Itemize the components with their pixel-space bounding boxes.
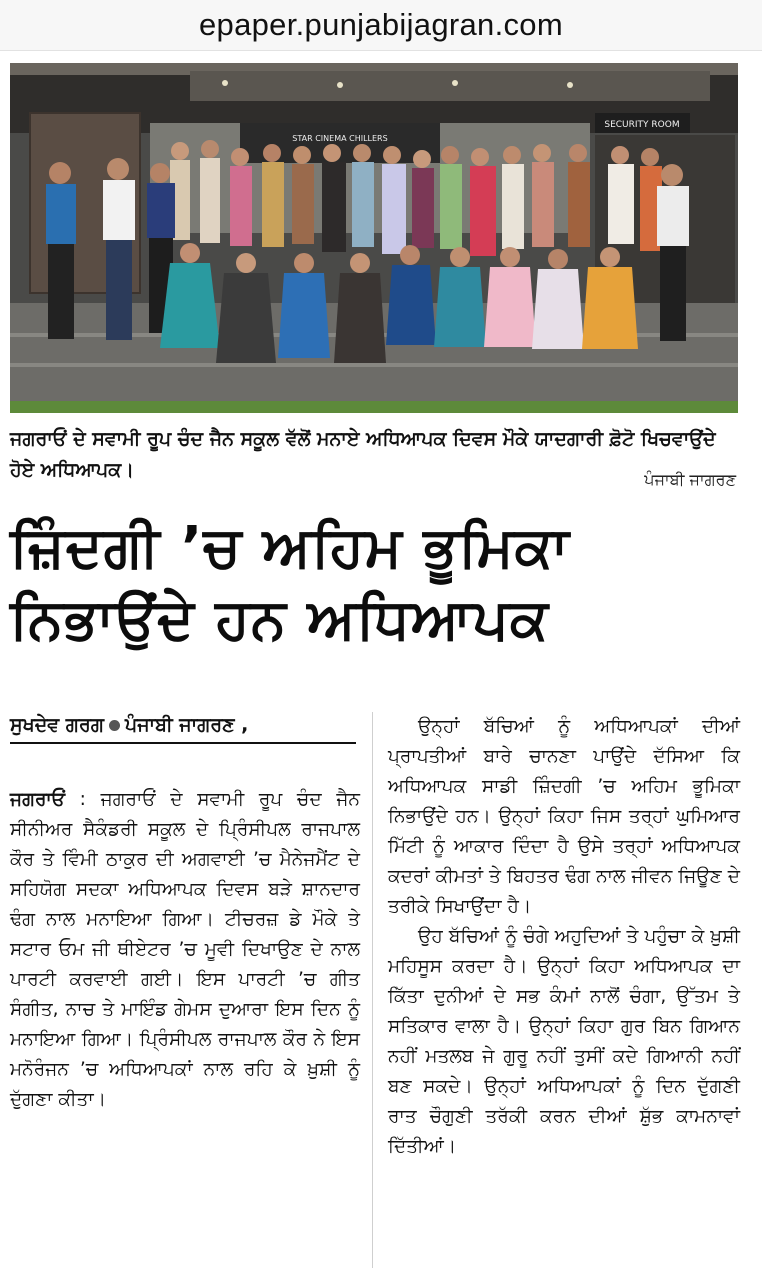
photo-caption	[10, 424, 738, 486]
browser-address-bar[interactable]	[0, 0, 762, 51]
group-photo-illustration	[10, 63, 738, 413]
column-divider	[372, 712, 373, 1268]
article-dateline: ਜਗਰਾਓਂ	[10, 789, 65, 810]
cinema-sign: STAR CINEMA CHILLERS	[292, 134, 388, 143]
security-room-sign: SECURITY ROOM	[604, 120, 680, 130]
byline	[10, 714, 356, 744]
headline-line-1: ਜ਼ਿੰਦਗੀ ’ਚ ਅਹਿਮ ਭੂਮਿਕਾ	[10, 515, 570, 580]
group-photo	[10, 63, 738, 413]
article-paragraph-1: : ਜਗਰਾਓਂ ਦੇ ਸਵਾਮੀ ਰੂਪ ਚੰਦ ਜੈਨ ਸੀਨੀਅਰ ਸੈਕੰਡਰੀ ਸਕੂਲ ਦੇ ਪ੍ਰਿੰਸੀਪਲ ਰਾਜਪਾਲ ਕੌਰ ਤੇ ਵਿੰਮੀ ਠਾਕੁਰ ਦੀ ਅਗਵਾਈ ’ਚ ਮੈਨੇਜਮੈਂਟ ਦੇ ਸਹਿਯੋਗ ਸਦਕਾ ਅਧਿਆਪਕ ਦਿਵਸ ਬੜੇ ਸ਼ਾਨਦਾਰ ਢੰਗ ਨਾਲ ਮਨਾਇਆ ਗਿਆ। ਟੀਚਰਜ਼ ਡੇ ਮੌਕੇ ਤੇ ਸਟਾਰ ਓਮ ਜੀ ਥੀਏਟਰ ’ਚ ਮੂਵੀ ਦਿਖਾਉਣ ਦੇ ਨਾਲ ਪਾਰਟੀ ਕਰਵਾਈ ਗਈ। ਇਸ ਪਾਰਟੀ ’ਚ ਗੀਤ ਸੰਗੀਤ, ਨਾਚ ਤੇ ਮਾਇੰਡ ਗੇਮਸ ਦੁਆਰਾ ਇਸ ਦਿਨ ਨੂੰ ਮਨਾਇਆ ਗਿਆ। ਪ੍ਰਿੰਸੀਪਲ ਰਾਜਪਾਲ ਕੌਰ ਨੇ ਇਸ ਮਨੋਰੰਜਨ ’ਚ ਅਧਿਆਪਕਾਂ ਨਾਲ ਰਹਿ ਕੇ ਖ਼ੁਸ਼ੀ ਨੂੰ ਦੁੱਗਣਾ ਕੀਤਾ।	[10, 789, 360, 1110]
headline-line-2: ਨਿਭਾਉਂਦੇ ਹਨ ਅਧਿਆਪਕ	[10, 587, 550, 652]
article-headline	[10, 512, 750, 656]
article-column-1	[10, 785, 360, 1115]
byline-author: ਸੁਖਦੇਵ ਗਰਗ	[10, 714, 105, 736]
article-paragraph-2: ਉਨ੍ਹਾਂ ਬੱਚਿਆਂ ਨੂੰ ਅਧਿਆਪਕਾਂ ਦੀਆਂ ਪ੍ਰਾਪਤੀਆਂ ਬਾਰੇ ਚਾਨਣਾ ਪਾਉਂਦੇ ਦੱਸਿਆ ਕਿ ਅਧਿਆਪਕ ਸਾਡੀ ਜ਼ਿੰਦਗੀ ’ਚ ਅਹਿਮ ਭੂਮਿਕਾ ਨਿਭਾਉਂਦੇ ਹਨ। ਉਨ੍ਹਾਂ ਕਿਹਾ ਜਿਸ ਤਰ੍ਹਾਂ ਘੁਮਿਆਰ ਮਿੱਟੀ ਨੂੰ ਆਕਾਰ ਦਿੰਦਾ ਹੈ ਉਸੇ ਤਰ੍ਹਾਂ ਅਧਿਆਪਕ ਕਦਰਾਂ ਕੀਮਤਾਂ ਤੇ ਬਿਹਤਰ ਢੰਗ ਨਾਲ ਜੀਵਨ ਜਿਊਣ ਦੇ ਤਰੀਕੇ ਸਿਖਾਉਂਦਾ ਹੈ।	[388, 716, 740, 917]
url-text[interactable]: epaper.punjabijagran.com	[199, 7, 563, 42]
article-column-2	[388, 712, 740, 1162]
byline-separator-dot	[109, 720, 120, 731]
byline-paper: ਪੰਜਾਬੀ ਜਾਗਰਣ ,	[125, 714, 249, 736]
article-paragraph-3: ਉਹ ਬੱਚਿਆਂ ਨੂੰ ਚੰਗੇ ਅਹੁਦਿਆਂ ਤੇ ਪਹੁੰਚਾ ਕੇ ਖ਼ੁਸ਼ੀ ਮਹਿਸੂਸ ਕਰਦਾ ਹੈ। ਉਨ੍ਹਾਂ ਕਿਹਾ ਅਧਿਆਪਕ ਦਾ ਕਿੱਤਾ ਦੁਨੀਆਂ ਦੇ ਸਭ ਕੰਮਾਂ ਨਾਲੋਂ ਚੰਗਾ, ਉੱਤਮ ਤੇ ਸਤਿਕਾਰ ਵਾਲਾ ਹੈ। ਉਨ੍ਹਾਂ ਕਿਹਾ ਗੁਰ ਬਿਨ ਗਿਆਨ ਨਹੀਂ ਮਤਲਬ ਜੇ ਗੁਰੂ ਨਹੀਂ ਤੁਸੀਂ ਕਦੇ ਗਿਆਨੀ ਨਹੀਂ ਬਣ ਸਕਦੇ। ਉਨ੍ਹਾਂ ਅਧਿਆਪਕਾਂ ਨੂੰ ਦਿਨ ਦੁੱਗਣੀ ਰਾਤ ਚੌਗੁਣੀ ਤਰੱਕੀ ਕਰਨ ਦੀਆਂ ਸ਼ੁੱਭ ਕਾਮਨਾਵਾਂ ਦਿੱਤੀਆਂ।	[388, 926, 740, 1157]
caption-text: ਜਗਰਾਓਂ ਦੇ ਸਵਾਮੀ ਰੂਪ ਚੰਦ ਜੈਨ ਸਕੂਲ ਵੱਲੋਂ ਮਨਾਏ ਅਧਿਆਪਕ ਦਿਵਸ ਮੌਕੇ ਯਾਦਗਾਰੀ ਫ਼ੋਟੋ ਖਿਚਵਾਉਂਦੇ ਹੋਏ ਅਧਿਆਪਕ।	[10, 428, 716, 481]
photo-credit: ਪੰਜਾਬੀ ਜਾਗਰਣ	[644, 470, 736, 489]
